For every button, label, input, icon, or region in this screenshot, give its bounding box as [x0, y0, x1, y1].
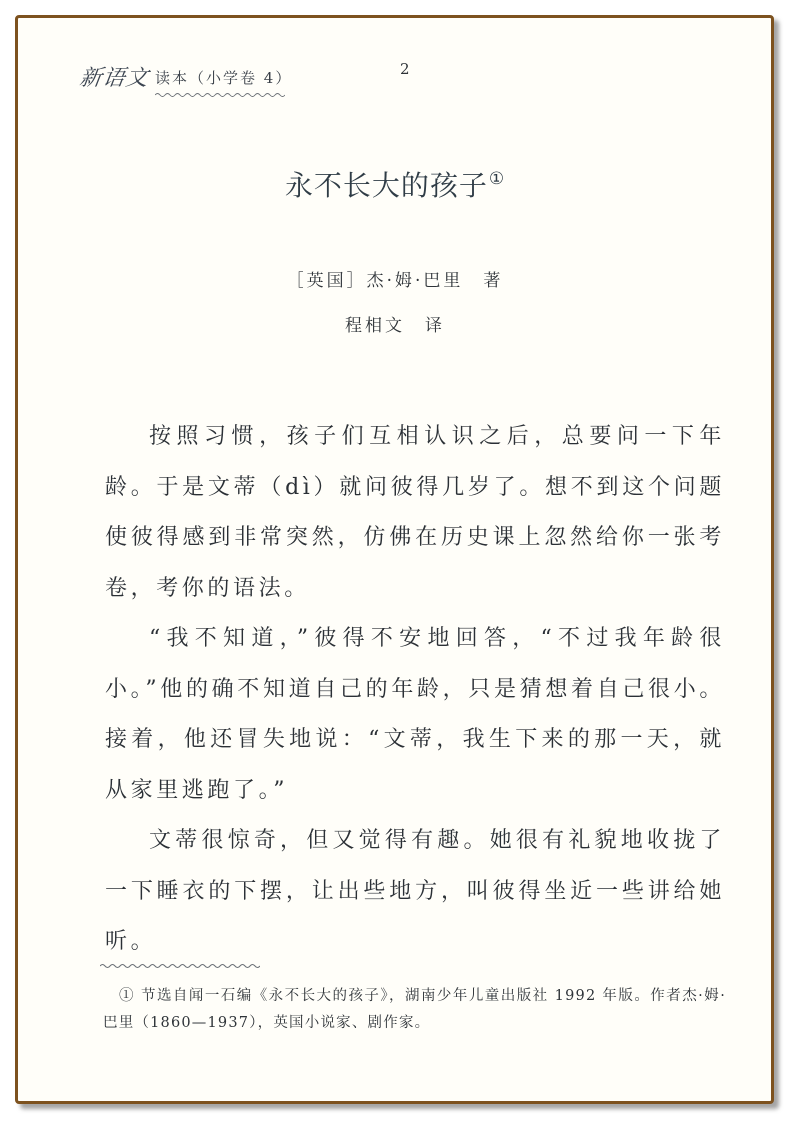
wavy-underline-icon: [155, 92, 285, 98]
paragraph: “我不知道，”彼得不安地回答，“不过我年龄很小。”他的确不知道自己的年龄，只是猜想着自己很小。接着，他还冒失地说：“文蒂，我生下来的那一天，就从家里逃跑了。”: [105, 626, 725, 803]
footnote: [103, 983, 726, 1037]
paragraph: 文蒂很惊奇，但又觉得有趣。她很有礼貌地收拢了一下睡衣的下摆，让出些地方，叫彼得坐近一些讲给她听。: [105, 828, 725, 954]
article-body: [105, 412, 725, 968]
footnote-text: ① 节选自闻一石编《永不长大的孩子》，湖南少年儿童出版社 1992 年版。作者杰·姆·巴里（1860—1937），英国小说家、剧作家。: [103, 988, 726, 1031]
translator-line: 程相文 译: [345, 316, 445, 336]
article-title: [0, 164, 790, 204]
running-header: [77, 52, 293, 92]
article-title-text: 永不长大的孩子: [284, 169, 488, 202]
footnote-marker: ①: [488, 169, 506, 189]
page-number: 2: [400, 60, 410, 78]
author-line: ［英国］杰·姆·巴里 著: [286, 271, 504, 291]
series-title-text: 读本（小学卷 4）: [155, 69, 293, 87]
footnote-wavy-rule-icon: [100, 962, 260, 970]
paragraph: 按照习惯，孩子们互相认识之后，总要问一下年龄。于是文蒂（dì）就问彼得几岁了。想不到这个问题使彼得感到非常突然，仿佛在历史课上忽然给你一张考卷，考你的语法。: [105, 424, 725, 601]
series-title: [155, 67, 292, 92]
brand-logo: 新语文: [77, 66, 151, 91]
